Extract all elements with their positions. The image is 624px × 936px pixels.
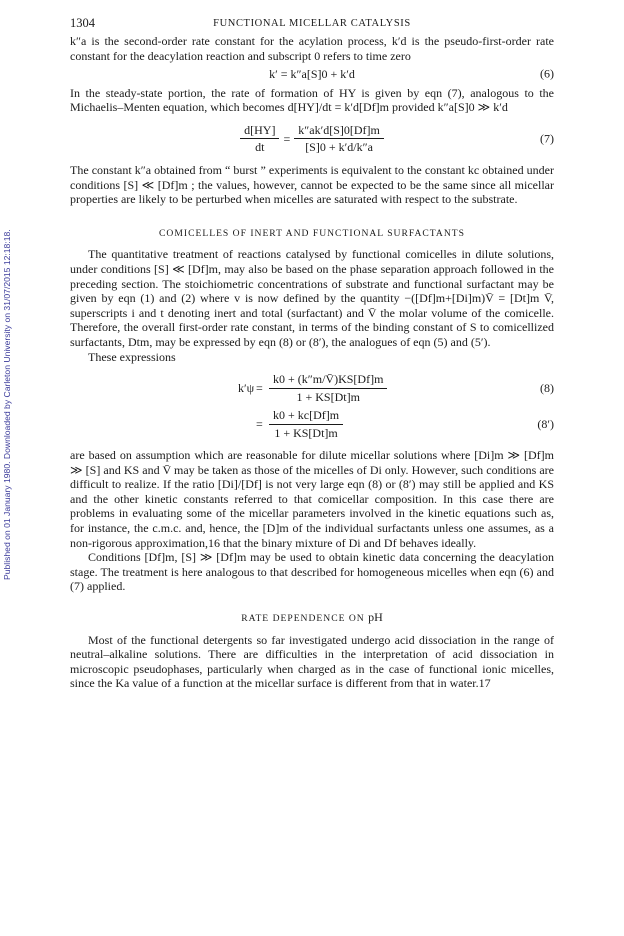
equation-7-lhs — [240, 123, 279, 155]
equation-7 — [70, 119, 554, 159]
paragraph-comicelles-2: These expressions — [88, 349, 176, 364]
equals-sign: = — [256, 416, 263, 431]
equation-8-prime — [70, 406, 554, 442]
equals-sign: = — [283, 131, 291, 146]
equation-7-rhs-numerator: k″ak′d[S]0[Df]m — [294, 123, 384, 140]
equation-8-prime-denominator: 1 + KS[Dt]m — [274, 425, 338, 440]
section-heading-comicelles: COMICELLES OF INERT AND FUNCTIONAL SURFACTANTS — [159, 227, 465, 239]
equation-8 — [70, 370, 554, 406]
equation-6 — [70, 67, 554, 82]
equation-8-denominator: 1 + KS[Dt]m — [296, 389, 360, 404]
equation-8-numerator: k0 + (k″m/V̄)KS[Df]m — [269, 372, 387, 389]
page — [70, 14, 554, 691]
page-header — [70, 14, 554, 34]
side-note — [2, 150, 16, 580]
equation-8-prime-numerator: k0 + kc[Df]m — [269, 408, 343, 425]
paragraph-steady-state: In the steady-state portion, the rate of formation of HY is given by eqn (7), analogous to the Michaelis–Menten equation, which becomes d[HY]/dt = k′d[Df]m provided k″a[S]0 ≫ k′d — [70, 85, 554, 115]
equation-7-number: (7) — [540, 131, 554, 146]
paragraph-comicelles-4: Conditions [Df]m, [S] ≫ [Df]m may be used to obtain kinetic data concerning the deacylation stage. The treatment is here analogous to that described for homogeneous micelles when eqn (6) and (7) applied. — [70, 550, 554, 594]
section-heading-ph-symbol: pH — [368, 610, 383, 625]
paragraph-intro: k″a is the second-order rate constant for the acylation process, k′d is the pseudo-first-order rate constant for the deacylation reaction and subscript 0 refers to time zero — [70, 34, 554, 63]
paragraph-ph-1: Most of the functional detergents so far investigated undergo acid dissociation in the range of neutral–alkaline solutions. There are difficulties in the interpretation of acid dissociation in microscopic pseudophases, particularly when charged as in the case of functional ionic micelles, since the Ka value of a function at the micellar surface is different from that in water.17 — [70, 632, 554, 691]
paragraph-burst-constant: The constant k″a obtained from “ burst ” experiments is equivalent to the constant kc obtained under conditions [S] ≪ [Df]m ; the values, however, cannot be expected to be the same since all micellar properties are likely to be perturbed when micelles are saturated with respect to the substrate. — [70, 162, 554, 207]
equation-8-fraction — [269, 372, 387, 404]
equation-6-number: (6) — [540, 67, 554, 82]
equation-8-group — [70, 370, 554, 442]
page-number: 1304 — [70, 16, 95, 30]
section-heading-ph-text: RATE DEPENDENCE ON — [241, 613, 365, 625]
paragraph-comicelles-3: are based on assumption which are reasonable for dilute micellar solutions where [Di]m ≫ [Df]m ≫ [S] and KS and V̄ may be taken as those of the micelles of Di only. However, such conditions are difficult to realize. If the ratio [Di]/[Df] is not very large eqn (8) or (8′) may still be applied and KS and the other kinetic constants referred to that comicellar composition. In this case there are problems in evaluating some of the micellar parameters involved in the kinetic equations such as, for instance, the c.m.c. and, hence, the [D]m of the individual surfactants unless one assumes, as a non-rigorous approximation,16 that the binary mixture of Di and Df behaves ideally. — [70, 448, 554, 550]
side-note-text: Published on 01 January 1980. Downloaded by Carleton University on 31/07/2015 12:18:18. — [2, 229, 12, 580]
paragraph-comicelles-1: The quantitative treatment of reactions catalysed by functional comicelles in dilute solutions, under conditions [S] ≪ [Df]m, may also be based on the phase separation approach followed in the preceding section. The stoichiometric concentrations of substrate and functional surfactant may be given by eqn (1) and (2) where v is now defined by the quantity −([Df]m+[Di]m)V̄ = [Dt]m V̄, superscripts i and t denoting inert and total (surfactant) and V̄ the molar volume of the comicelle. Therefore, the overall first-order rate constant, in terms of the binding constant of S to comicellized surfactants, Dtm, may be expressed by eqn (8) or (8′), the analogues of eqn (5) and (5′). — [70, 247, 554, 349]
section-heading-ph — [70, 610, 554, 627]
equation-8-lhs: k′ψ — [238, 380, 255, 395]
equation-7-rhs — [294, 123, 384, 155]
equation-8-prime-fraction — [269, 408, 343, 440]
equation-7-lhs-numerator: d[HY] — [240, 123, 279, 140]
equation-8-prime-number: (8′) — [537, 416, 554, 431]
equation-6-body: k′ = k″a[S]0 + k′d — [269, 67, 355, 82]
equation-7-rhs-denominator: [S]0 + k′d/k″a — [305, 140, 373, 155]
equation-7-lhs-denominator: dt — [255, 140, 265, 155]
equals-sign: = — [256, 380, 263, 395]
running-title: FUNCTIONAL MICELLAR CATALYSIS — [213, 18, 411, 29]
equation-8-number: (8) — [540, 380, 554, 395]
